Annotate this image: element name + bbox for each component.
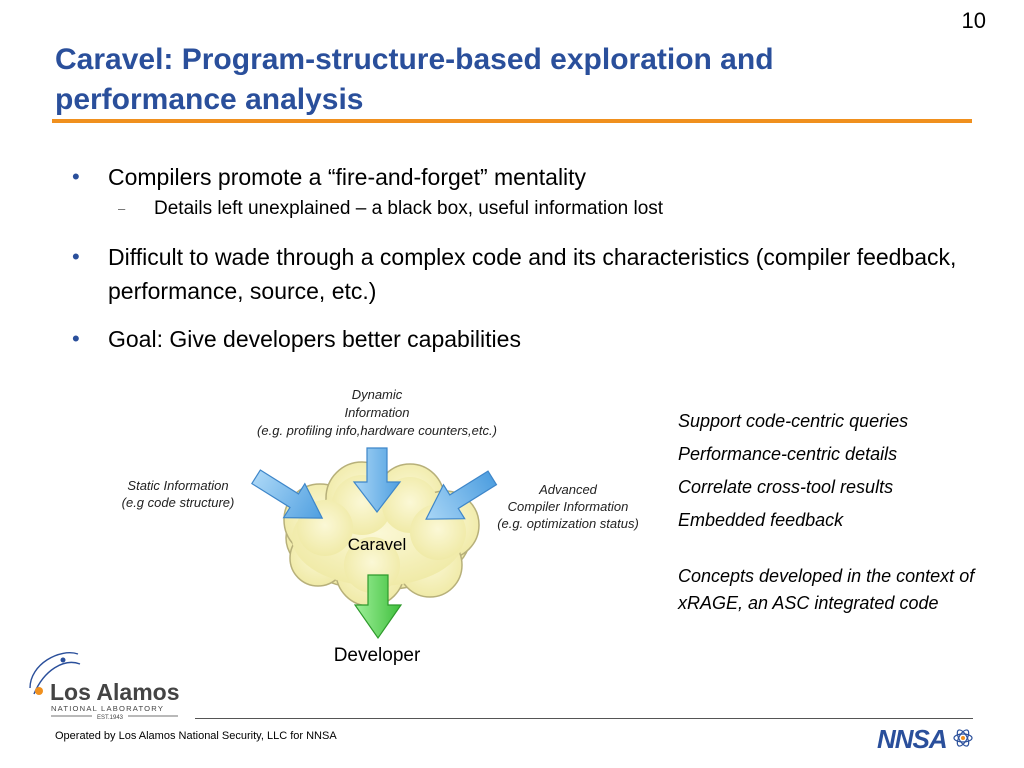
dynamic-label-3: (e.g. profiling info,hardware counters,etc.) [257,423,497,438]
lanl-name: Los Alamos [50,679,180,705]
static-label-1: Static Information [127,478,229,493]
lanl-established: EST.1943 [96,715,124,721]
bullet-text: Compilers promote a “fire-and-forget” mentality [108,164,587,190]
advanced-label-1: Advanced [539,482,597,497]
center-label: Caravel [347,535,407,554]
dynamic-label-2: Information [344,405,410,420]
advanced-label-2: Compiler Information [507,499,629,514]
side-note: Concepts developed in the context of xRAGE, an ASC integrated code [678,566,975,613]
bullet-item [70,240,970,308]
advanced-label-3: (e.g. optimization status) [497,516,639,531]
bullet-icon: • [72,326,80,351]
sub-bullet-item [70,196,970,222]
lanl-subtitle: NATIONAL LABORATORY [51,704,165,713]
footer-text: Operated by Los Alamos National Security, LLC for NNSA [55,730,337,742]
side-item: Support code-centric queries [678,411,909,431]
bullet-icon: • [72,164,80,189]
caravel-diagram [100,380,660,670]
dash-icon: – [118,201,126,216]
footer-divider [195,718,973,719]
bullet-item [70,322,970,356]
slide-number: 10 [961,8,986,33]
nnsa-logo [875,722,975,754]
nnsa-wordmark: NNSA [877,724,947,754]
los-alamos-logo [20,642,190,727]
bullet-text: Goal: Give developers better capabilities [108,326,521,352]
slide-title: Caravel: Program-structure-based exploration and performance analysis [55,43,774,116]
bullet-text: Difficult to wade through a complex code and its characteristics (compiler feedback, performance, source, etc.) [108,244,957,304]
side-item: Performance-centric details [678,444,898,464]
side-item: Correlate cross-tool results [678,477,894,497]
bullet-item [70,160,970,194]
title-underline [52,119,972,123]
bullet-icon: • [72,244,80,269]
developer-label: Developer [333,645,421,666]
side-item: Embedded feedback [678,510,844,530]
side-notes [678,405,978,617]
dynamic-label-1: Dynamic [351,387,403,402]
sub-bullet-text: Details left unexplained – a black box, useful information lost [154,198,664,219]
static-label-2: (e.g code structure) [121,495,235,510]
nnsa-atom-icon [954,728,972,748]
bullet-list [70,160,970,370]
